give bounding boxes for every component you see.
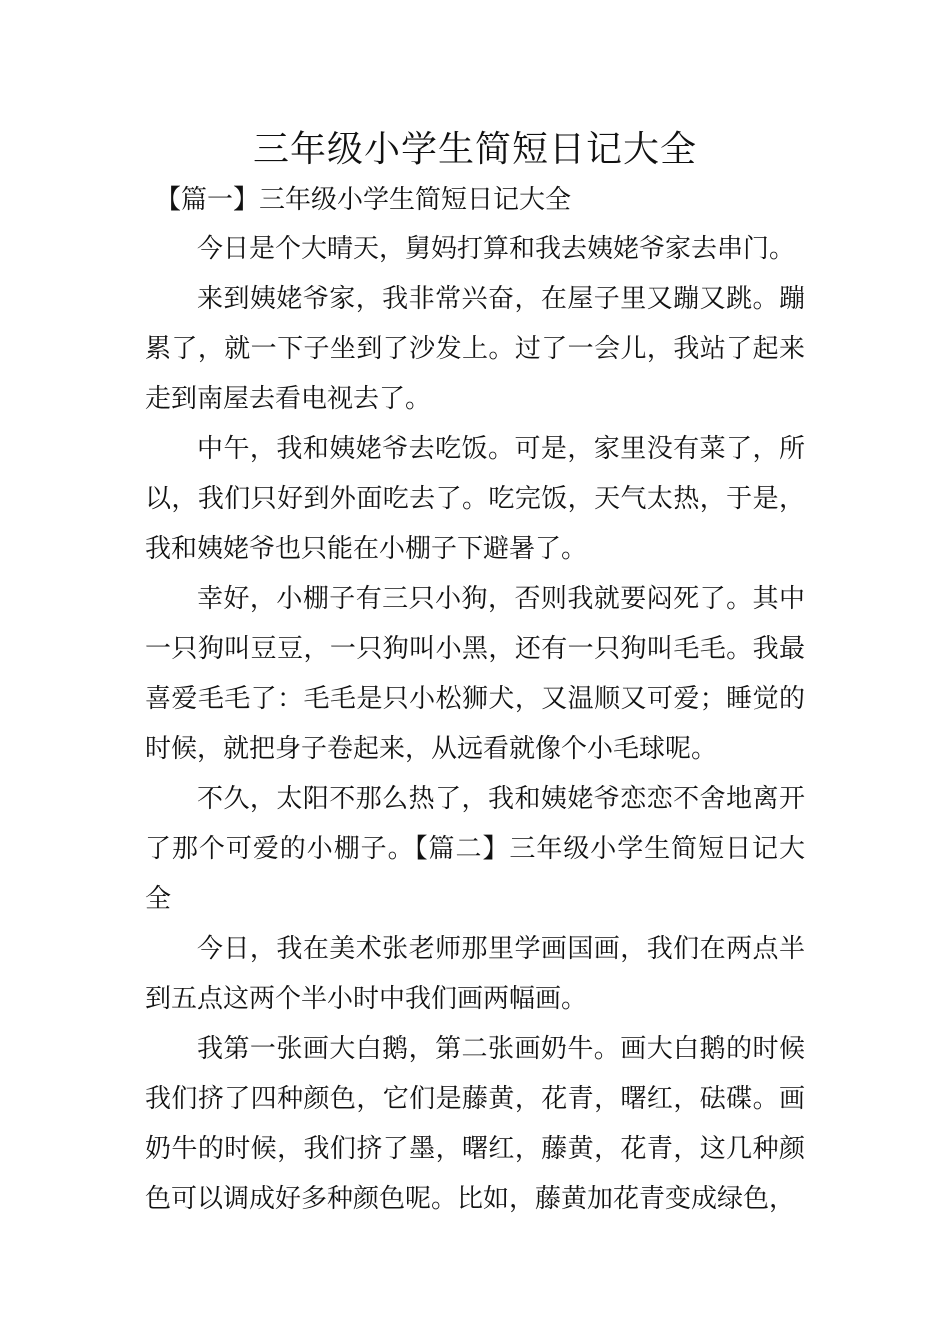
paragraph: 我第一张画大白鹅，第二张画奶牛。画大白鹅的时候我们挤了四种颜色，它们是藤黄，花青，曙红，砝碟。画奶牛的时候，我们挤了墨，曙红，藤黄，花青，这几种颜色可以调成好多种颜色呢。比如，藤黄加花青变成绿色， bbox=[145, 1034, 805, 1214]
paragraph: 幸好，小棚子有三只小狗，否则我就要闷死了。其中一只狗叫豆豆，一只狗叫小黑，还有一只狗叫毛毛。我最喜爱毛毛了：毛毛是只小松狮犬，又温顺又可爱；睡觉的时候，就把身子卷起来，从远看就像个小毛球呢。 bbox=[145, 584, 805, 764]
section-heading: 【篇一】三年级小学生简短日记大全 bbox=[155, 185, 572, 215]
paragraph: 来到姨姥爷家，我非常兴奋，在屋子里又蹦又跳。蹦累了，就一下子坐到了沙发上。过了一会儿，我站了起来走到南屋去看电视去了。 bbox=[145, 284, 805, 414]
paragraph: 今日是个大晴天，舅妈打算和我去姨姥爷家去串门。 bbox=[197, 234, 796, 264]
paragraph: 中午，我和姨姥爷去吃饭。可是，家里没有菜了，所以，我们只好到外面吃去了。吃完饭，天气太热，于是，我和姨姥爷也只能在小棚子下避暑了。 bbox=[145, 434, 805, 564]
document-title: 三年级小学生简短日记大全 bbox=[252, 129, 697, 170]
paragraph: 今日，我在美术张老师那里学画国画，我们在两点半到五点这两个半小时中我们画两幅画。 bbox=[145, 934, 805, 1014]
document-body bbox=[145, 224, 805, 1224]
paragraph: 不久，太阳不那么热了，我和姨姥爷恋恋不舍地离开了那个可爱的小棚子。【篇二】三年级小学生简短日记大全 bbox=[145, 784, 805, 914]
